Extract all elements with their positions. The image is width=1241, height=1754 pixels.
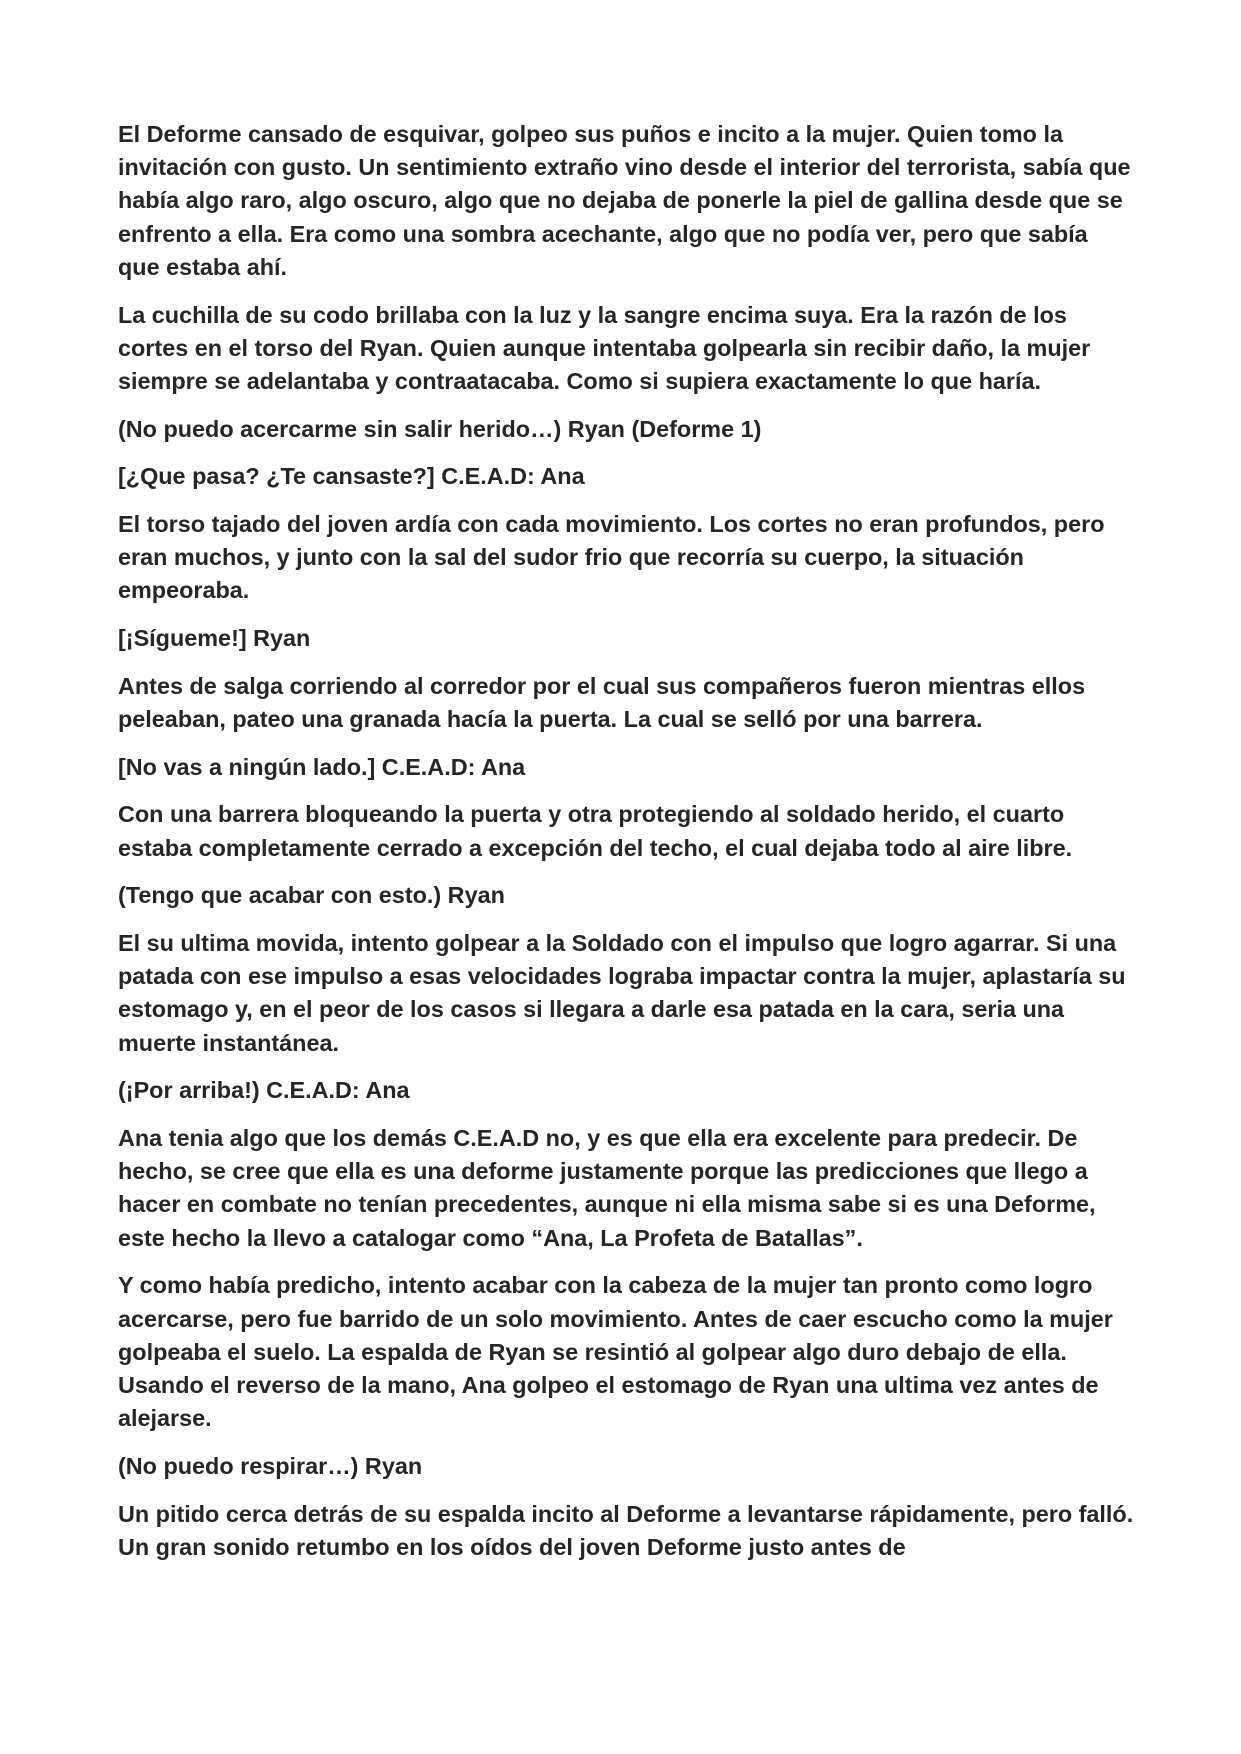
paragraph-6: El su ultima movida, intento golpear a la Soldado con el impulso que logro agarrar. Si una patada con ese impulso a esas velocidades lograba impactar contra la mujer, aplastaría su estomago y, en el peor de los casos si llegara a darle esa patada en la cara, seria una muerte instantánea. xyxy=(118,930,1126,1056)
dialogue-line-1: (No puedo acercarme sin salir herido…) Ryan (Deforme 1) xyxy=(118,415,762,442)
dialogue-line-2: [¿Que pasa? ¿Te cansaste?] C.E.A.D: Ana xyxy=(118,463,585,490)
paragraph-4: Antes de salga corriendo al corredor por el cual sus compañeros fueron mientras ellos peleaban, pateo una granada hacía la puerta. La cual se selló por una barrera. xyxy=(118,672,1086,733)
paragraph-7: Ana tenia algo que los demás C.E.A.D no, y es que ella era excelente para predecir. De hecho, se cree que ella es una deforme justamente porque las predicciones que llego a hacer en combate no tenían precedentes, aunque ni ella misma sabe si es una Deforme, este hecho la llevo a catalogar como “Ana, La Profeta de Batallas”. xyxy=(118,1125,1096,1251)
dialogue-line-7: (No puedo respirar…) Ryan xyxy=(118,1452,423,1479)
paragraph-9: Un pitido cerca detrás de su espalda incito al Deforme a levantarse rápidamente, pero falló. Un gran sonido retumbo en los oídos del joven Deforme justo antes de xyxy=(118,1500,1134,1560)
dialogue-line-6: (¡Por arriba!) C.E.A.D: Ana xyxy=(118,1077,410,1104)
dialogue-line-4: [No vas a ningún lado.] C.E.A.D: Ana xyxy=(118,753,526,780)
dialogue-line-3: [¡Sígueme!] Ryan xyxy=(118,625,311,652)
paragraph-1: El Deforme cansado de esquivar, golpeo sus puños e incito a la mujer. Quien tomo la invitación con gusto. Un sentimiento extraño vino desde el interior del terrorista, sabía que había algo raro, algo oscuro, algo que no dejaba de ponerle la piel de gallina desde que se enfrento a ella. Era como una sombra acechante, algo que no podía ver, pero que sabía que estaba ahí. xyxy=(118,121,1131,280)
document-page xyxy=(118,118,1134,1579)
paragraph-8: Y como había predicho, intento acabar con la cabeza de la mujer tan pronto como logro acercarse, pero fue barrido de un solo movimiento. Antes de caer escucho como la mujer golpeaba el suelo. La espalda de Ryan se resintió al golpear algo duro debajo de ella. Usando el reverso de la mano, Ana golpeo el estomago de Ryan una ultima vez antes de alejarse. xyxy=(118,1272,1113,1432)
dialogue-line-5: (Tengo que acabar con esto.) Ryan xyxy=(118,882,505,909)
paragraph-5: Con una barrera bloqueando la puerta y otra protegiendo al soldado herido, el cuarto estaba completamente cerrado a excepción del techo, el cual dejaba todo al aire libre. xyxy=(118,801,1073,861)
paragraph-2: La cuchilla de su codo brillaba con la luz y la sangre encima suya. Era la razón de los cortes en el torso del Ryan. Quien aunque intentaba golpearla sin recibir daño, la mujer siempre se adelantaba y contraatacaba. Como si supiera exactamente lo que haría. xyxy=(118,301,1091,394)
paragraph-3: El torso tajado del joven ardía con cada movimiento. Los cortes no eran profundos, pero eran muchos, y junto con la sal del sudor frio que recorría su cuerpo, la situación empeoraba. xyxy=(118,511,1105,604)
